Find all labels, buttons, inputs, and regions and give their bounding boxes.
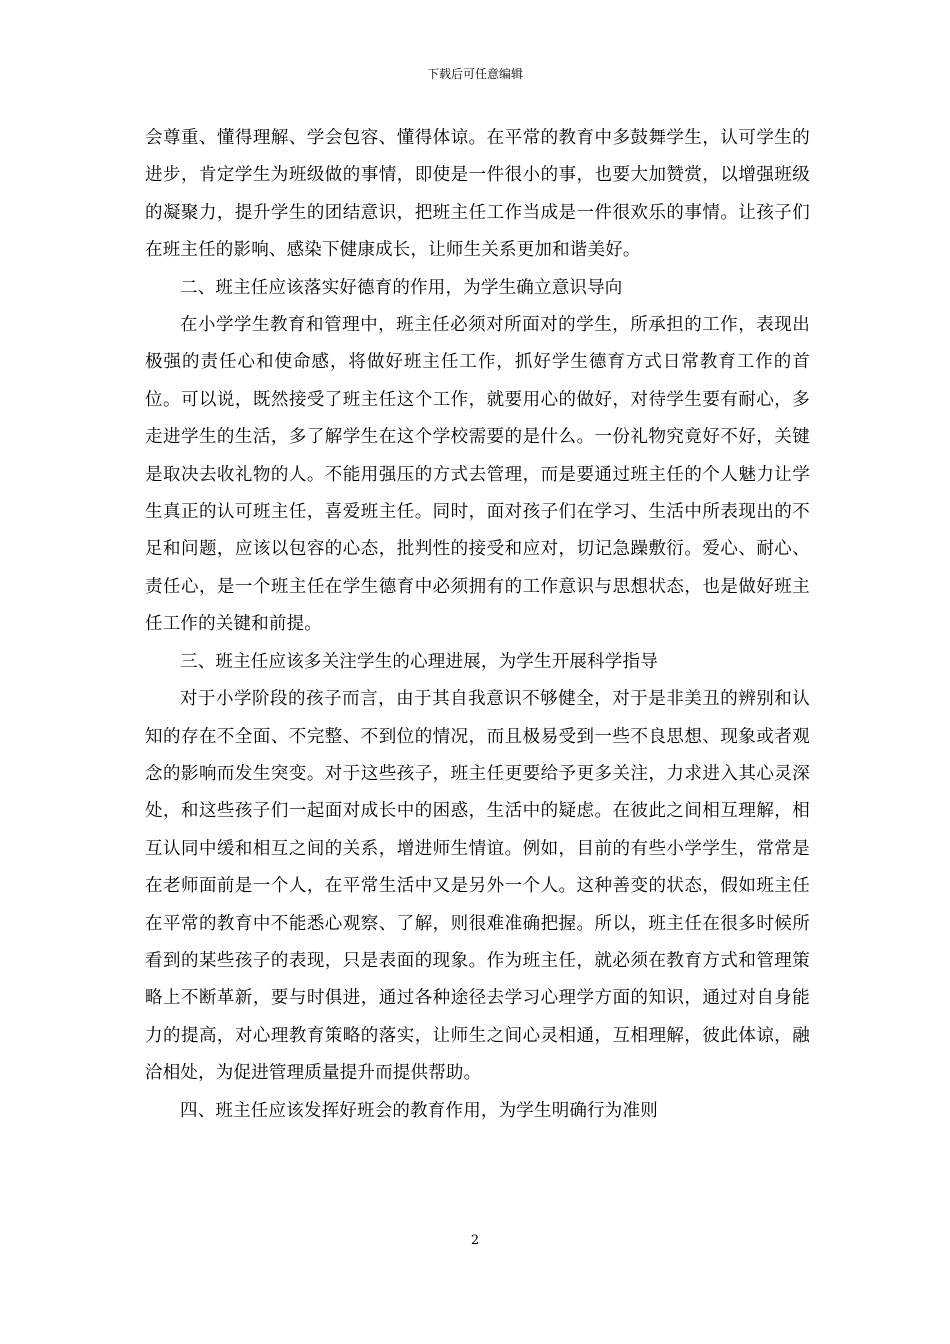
page-number: 2 [470,1233,480,1248]
document-body [145,120,810,1130]
body-paragraph-continuation: 会尊重、懂得理解、学会包容、懂得体谅。在平常的教育中多鼓舞学生，认可学生的进步，肯定学生为班级做的事情，即使是一件很小的事，也要大加赞赏，以增强班级的凝聚力，提升学生的团结意识，把班主任工作当成是一件很欢乐的事情。让孩子们在班主任的影响、感染下健康成长，让师生关系更加和谐美好。 [145,128,810,261]
section-heading-4: 四、班主任应该发挥好班会的教育作用，为学生明确行为准则 [180,1100,658,1121]
body-paragraph-section-2: 在小学学生教育和管理中，班主任必须对所面对的学生，所承担的工作，表现出极强的责任心和使命感，将做好班主任工作，抓好学生德育方式日常教育工作的首位。可以说，既然接受了班主任这个工作，就要用心的做好，对待学生要有耐心，多走进学生的生活，多了解学生在这个学校需要的是什么。一份礼物究竟好不好，关键是取决去收礼物的人。不能用强压的方式去管理，而是要通过班主任的个人魅力让学生真正的认可班主任，喜爱班主任。同时，面对孩子们在学习、生活中所表现出的不足和问题，应该以包容的心态，批判性的接受和应对，切记急躁敷衍。爱心、耐心、责任心，是一个班主任在学生德育中必须拥有的工作意识与思想状态，也是做好班主任工作的关键和前提。 [145,315,810,635]
page-header: 下载后可任意编辑 [426,67,523,81]
body-paragraph-section-3: 对于小学阶段的孩子而言，由于其自我意识不够健全，对于是非美丑的辨别和认知的存在不全面、不完整、不到位的情况，而且极易受到一些不良思想、现象或者观念的影响而发生突变。对于这些孩子，班主任更要给予更多关注，力求进入其心灵深处，和这些孩子们一起面对成长中的困惑，生活中的疑虑。在彼此之间相互理解，相互认同中缓和相互之间的关系，增进师生情谊。例如，目前的有些小学学生，常常是在老师面前是一个人，在平常生活中又是另外一个人。这种善变的状态，假如班主任在平常的教育中不能悉心观察、了解，则很难准确把握。所以，班主任在很多时候所看到的某些孩子的表现，只是表面的现象。作为班主任，就必须在教育方式和管理策略上不断革新，要与时俱进，通过各种途径去学习心理学方面的知识，通过对自身能力的提高，对心理教育策略的落实，让师生之间心灵相通，互相理解，彼此体谅，融洽相处，为促进管理质量提升而提供帮助。 [145,689,810,1084]
section-heading-2: 二、班主任应该落实好德育的作用，为学生确立意识导向 [180,277,623,298]
section-heading-3: 三、班主任应该多关注学生的心理进展，为学生开展科学指导 [180,651,658,672]
